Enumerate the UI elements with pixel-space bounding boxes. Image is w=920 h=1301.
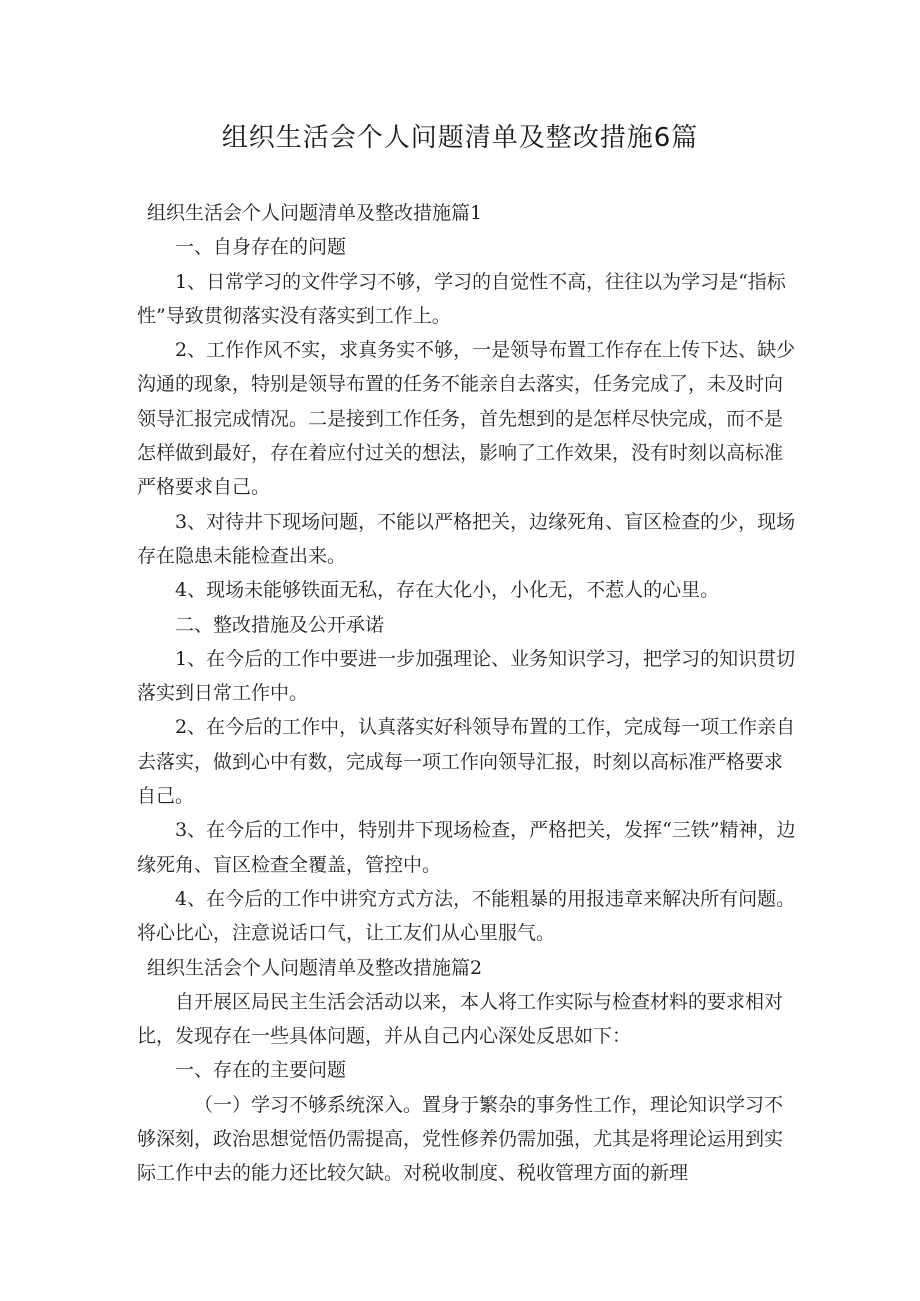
paragraph: 2、工作作风不实，求真务实不够，一是领导布置工作存在上传下达、缺少沟通的现象，特别是领导布置的任务不能亲自去落实，任务完成了，未及时向领导汇报完成情况。二是接到工作任务，首先想到的是怎样尽快完成，而不是怎样做到最好，存在着应付过关的想法，影响了工作效果，没有时刻以高标准严格要求自己。 <box>137 339 796 499</box>
paragraph: 4、在今后的工作中讲究方式方法，不能粗暴的用报违章来解决所有问题。将心比心，注意说话口气，让工友们从心里服气。 <box>137 887 796 945</box>
paragraph: 二、整改措施及公开承诺 <box>175 613 385 636</box>
paragraph: 3、对待井下现场问题，不能以严格把关，边缘死角、盲区检查的少，现场存在隐患未能检查出来。 <box>137 510 796 567</box>
paragraph: （一）学习不够系统深入。置身于繁杂的事务性工作，理论知识学习不够深刻，政治思想觉悟仍需提高，党性修养仍需加强，尤其是将理论运用到实际工作中去的能力还比较欠缺。对税收制度、税收管理方面的新理 <box>137 1093 784 1185</box>
paragraph: 一、存在的主要问题 <box>175 1059 347 1082</box>
paragraph: 1、在今后的工作中要进一步加强理论、业务知识学习，把学习的知识贯切落实到日常工作中。 <box>137 647 796 705</box>
section-heading: 组织生活会个人问题清单及整改措施篇1 <box>147 202 483 224</box>
document-body <box>137 196 797 1191</box>
paragraph: 2、在今后的工作中，认真落实好科领导布置的工作，完成每一项工作亲自去落实，做到心中有数，完成每一项工作向领导汇报，时刻以高标准严格要求自己。 <box>137 716 796 808</box>
document-title: 组织生活会个人问题清单及整改措施6篇 <box>221 123 699 153</box>
paragraph: 自开展区局民主生活会活动以来，本人将工作实际与检查材料的要求相对比，发现存在一些具体问题，并从自己内心深处反思如下： <box>137 990 784 1048</box>
section-heading: 组织生活会个人问题清单及整改措施篇2 <box>147 956 483 979</box>
paragraph: 1、日常学习的文件学习不够，学习的自觉性不高，往往以为学习是“指标性”导致贯彻落实没有落实到工作上。 <box>137 270 786 327</box>
paragraph: 4、现场未能够铁面无私，存在大化小，小化无，不惹人的心里。 <box>175 579 720 602</box>
paragraph: 3、在今后的工作中，特别井下现场检查，严格把关，发挥“三铁”精神，边缘死角、盲区检查全覆盖，管控中。 <box>137 819 796 876</box>
paragraph: 一、自身存在的问题 <box>175 236 347 259</box>
